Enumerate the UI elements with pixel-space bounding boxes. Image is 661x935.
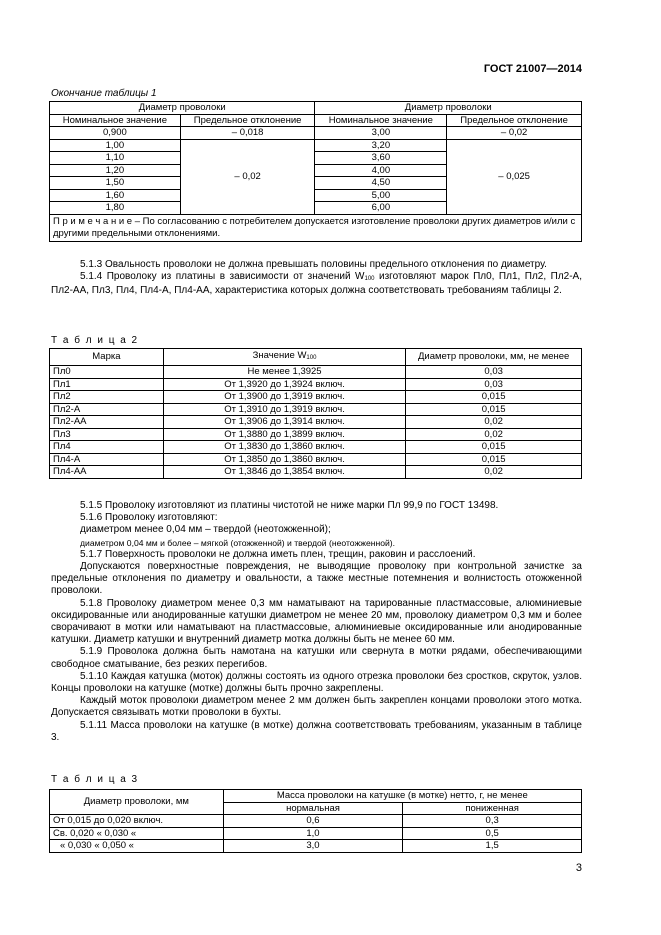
table2-cell: Пл3 <box>50 428 164 441</box>
paragraph-5-1-6-b: диаметром 0,04 мм и более – мягкой (отожженной) и твердой (неотожженной). <box>80 537 396 548</box>
table2-cell: От 1,3910 до 1,3919 включ. <box>163 403 406 416</box>
table1-cell: 3,00 <box>315 127 447 140</box>
body-text-block-2 <box>51 500 582 744</box>
table-row <box>50 139 582 152</box>
paragraph-5-1-5: 5.1.5 Проволоку изготовляют из платины чистотой не ниже марки Пл 99,9 по ГОСТ 13498. <box>80 500 499 511</box>
table2-cell: 0,03 <box>406 378 582 391</box>
table2 <box>49 348 582 479</box>
table3-cell: « 0,030 « 0,050 « <box>50 840 224 853</box>
table1-col-nominal: Номинальное значение <box>315 114 447 127</box>
table2-cell: Не менее 1,3925 <box>163 366 406 379</box>
table-row <box>50 453 582 466</box>
table2-cell: 0,015 <box>406 441 582 454</box>
table2-cell: От 1,3920 до 1,3924 включ. <box>163 378 406 391</box>
table2-h-grade: Марка <box>50 349 164 366</box>
table-row <box>50 428 582 441</box>
table3-h-mass: Масса проволоки на катушке (в мотке) нетто, г, не менее <box>223 790 581 803</box>
table2-cell: Пл4 <box>50 441 164 454</box>
body-text-block-1 <box>51 259 582 298</box>
table2-cell: От 1,3900 до 1,3919 включ. <box>163 391 406 404</box>
table1-group-header-row <box>50 102 582 115</box>
table2-cell: 0,02 <box>406 428 582 441</box>
p514-end: изготовляют марок Пл0, Пл1, Пл2, Пл2-А, Пл2-АА, Пл3, Пл4, Пл4-А, Пл4-АА, характеристика которых должна соответствовать требованиям таблицы 2. <box>51 271 582 297</box>
table2-h-value <box>163 349 406 366</box>
document-header: ГОСТ 21007—2014 <box>483 63 582 75</box>
table2-cell: От 1,3850 до 1,3860 включ. <box>163 453 406 466</box>
h-value-sub: 100 <box>306 354 317 361</box>
table1-cell: 4,50 <box>315 177 447 190</box>
table2-cell: 0,015 <box>406 391 582 404</box>
table1-note-row <box>50 214 582 241</box>
table2-cell: Пл1 <box>50 378 164 391</box>
table1-cell: – 0,02 <box>447 127 582 140</box>
paragraph-5-1-3: 5.1.3 Овальность проволоки не должна превышать половины предельного отклонения по диаметру. <box>80 259 547 270</box>
table3-h-normal: нормальная <box>223 802 403 815</box>
table1-cell: 1,10 <box>50 152 181 165</box>
table2-cell: От 1,3830 до 1,3860 включ. <box>163 441 406 454</box>
paragraph-5-1-9: 5.1.9 Проволока должна быть намотана на катушки или свернута в мотки рядами, обеспечивающими свободное сматывание, без резких перегибов. <box>51 646 582 670</box>
table3-cell: 1,0 <box>223 827 403 840</box>
table2-cell: 0,03 <box>406 366 582 379</box>
table3 <box>49 789 582 853</box>
table2-cell: 0,02 <box>406 466 582 479</box>
paragraph-5-1-8: 5.1.8 Проволоку диаметром менее 0,3 мм наматывают на тарированные пластмассовые, алюминиевые оксидированные или анодированные катушки диаметром не менее 20 мм, проволоку диаметром 0,3 мм и более сворачивают в мотки или наматывают на пластмассовые, алюминиевые оксидированные или анодированные катушки. Диаметр катушки и внутренний диаметр мотка должны быть не менее 60 мм. <box>51 597 582 646</box>
table2-cell: Пл4-А <box>50 453 164 466</box>
table1-right-group-header: Диаметр проволоки <box>315 102 582 115</box>
table1-cell: 3,20 <box>315 139 447 152</box>
table3-cell: 0,6 <box>223 815 403 828</box>
table3-cell: 3,0 <box>223 840 403 853</box>
table1-col-deviation: Предельное отклонение <box>180 114 315 127</box>
table2-cell: 0,02 <box>406 416 582 429</box>
note-text: – По согласованию с потребителем допускается изготовление проволоки других диаметров и/или с другими предельными отклонениями. <box>53 215 576 239</box>
paragraph-5-1-6: 5.1.6 Проволоку изготовляют: <box>80 512 218 524</box>
note-label: П р и м е ч а н и е <box>53 215 133 227</box>
table1-cell: 4,00 <box>315 164 447 177</box>
table-row <box>50 827 582 840</box>
table2-cell: Пл4-АА <box>50 466 164 479</box>
table1-cell: 6,00 <box>315 202 447 215</box>
table-row <box>50 403 582 416</box>
table-row <box>50 127 582 140</box>
table3-cell: Св. 0,020 « 0,030 « <box>50 827 224 840</box>
paragraph-5-1-6-a: диаметром менее 0,04 мм – твердой (неотожженной); <box>80 524 331 536</box>
table2-cell: От 1,3906 до 1,3914 включ. <box>163 416 406 429</box>
table1-cell: 1,80 <box>50 202 181 215</box>
table2-cell: Пл2 <box>50 391 164 404</box>
table1-cell: – 0,018 <box>180 127 315 140</box>
table1-cell: – 0,025 <box>447 139 582 214</box>
table-row <box>50 378 582 391</box>
table2-cell: Пл0 <box>50 366 164 379</box>
table1-cell: 0,900 <box>50 127 181 140</box>
paragraph-5-1-11: 5.1.11 Масса проволоки на катушке (в мотке) должна соответствовать требованиям, указанным в таблице 3. <box>51 719 582 743</box>
table3-caption: Т а б л и ц а 3 <box>51 774 139 785</box>
table1-cell: 1,20 <box>50 164 181 177</box>
paragraph-5-1-7: 5.1.7 Поверхность проволоки не должна иметь плен, трещин, раковин и расслоений. <box>80 548 476 560</box>
table3-h-reduced: пониженная <box>403 802 582 815</box>
table1 <box>49 101 582 242</box>
table2-cell: Пл2-АА <box>50 416 164 429</box>
table1-cell: 1,60 <box>50 189 181 202</box>
table2-cell: 0,015 <box>406 453 582 466</box>
table2-cell: 0,015 <box>406 403 582 416</box>
table1-col-deviation: Предельное отклонение <box>447 114 582 127</box>
page-number: 3 <box>575 862 582 874</box>
table-row <box>50 366 582 379</box>
table1-cell: – 0,02 <box>180 139 315 214</box>
table-row <box>50 441 582 454</box>
table-row <box>50 416 582 429</box>
table1-cell: 1,00 <box>50 139 181 152</box>
table3-cell: От 0,015 до 0,020 включ. <box>50 815 224 828</box>
table2-cell: От 1,3880 до 1,3899 включ. <box>163 428 406 441</box>
table1-cell: 5,00 <box>315 189 447 202</box>
table1-col-nominal: Номинальное значение <box>50 114 181 127</box>
paragraph-5-1-7-b: Допускаются поверхностные повреждения, не выводящие проволоку при контрольной зачистке за предельные отклонения по диаметру и овальности, а также местные потемнения и волнистость отожженной проволоки. <box>51 561 582 597</box>
table2-header-row <box>50 349 582 366</box>
table1-cell: 1,50 <box>50 177 181 190</box>
paragraph-5-1-4 <box>51 271 582 297</box>
table1-note <box>50 214 582 241</box>
table1-cell: 3,60 <box>315 152 447 165</box>
p514-subscript: 100 <box>364 276 375 283</box>
table3-cell: 0,5 <box>403 827 582 840</box>
table3-header-row-1 <box>50 790 582 803</box>
table2-caption: Т а б л и ц а 2 <box>51 335 139 346</box>
table2-cell: От 1,3846 до 1,3854 включ. <box>163 466 406 479</box>
table-row <box>50 391 582 404</box>
table2-cell: Пл2-А <box>50 403 164 416</box>
table-row <box>50 466 582 479</box>
table1-left-group-header: Диаметр проволоки <box>50 102 315 115</box>
h-value-text: Значение W <box>252 349 307 361</box>
table3-cell: 0,3 <box>403 815 582 828</box>
table-row <box>50 840 582 853</box>
table3-cell: 1,5 <box>403 840 582 853</box>
table3-h-diam: Диаметр проволоки, мм <box>50 790 224 815</box>
table1-col-header-row <box>50 114 582 127</box>
paragraph-5-1-10-b: Каждый моток проволоки диаметром менее 2 мм должен быть закреплен концами проволоки этого мотка. Допускается связывать мотки проволоки в бухты. <box>51 695 582 719</box>
paragraph-5-1-10: 5.1.10 Каждая катушка (моток) должны состоять из одного отрезка проволоки без сростков, скруток, узлов. Концы проволоки на катушке (мотке) должны быть прочно закреплены. <box>51 670 582 695</box>
p514-start: 5.1.4 Проволоку из платины в зависимости от значений W <box>80 271 365 283</box>
table2-h-diam: Диаметр проволоки, мм, не менее <box>406 349 582 366</box>
table1-caption: Окончание таблицы 1 <box>51 88 157 99</box>
table-row <box>50 815 582 828</box>
